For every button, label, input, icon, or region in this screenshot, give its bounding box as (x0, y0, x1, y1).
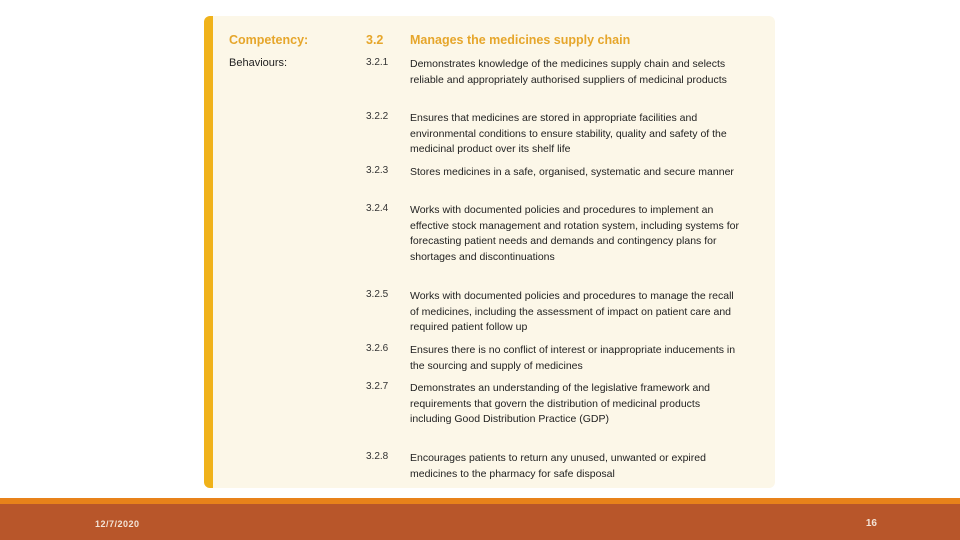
behaviour-text: Encourages patients to return any unused, unwanted or expired medicines to the pharmacy for safe disposal (410, 452, 706, 480)
page-number: 16 (865, 518, 877, 529)
competency-number: 3.2 (366, 33, 384, 47)
behaviour-text: Stores medicines in a safe, organised, systematic and secure manner (410, 166, 734, 178)
competency-card (204, 16, 775, 488)
behaviour-text: Works with documented policies and procedures to manage the recall of medicines, including the assessment of impact on patient care and required patient follow up (410, 290, 734, 334)
behaviour-number: 3.2.5 (366, 289, 389, 300)
behaviour-number: 3.2.2 (366, 111, 389, 122)
behaviour-text: Ensures there is no conflict of interest or inappropriate inducements in the sourcing and supply of medicines (410, 344, 736, 372)
behaviour-number: 3.2.4 (366, 203, 389, 214)
behaviour-text: Demonstrates an understanding of the legislative framework and requirements that govern the distribution of medicinal products including Good Distribution Practice (GDP) (410, 382, 710, 426)
behaviour-text: Works with documented policies and procedures to implement an effective stock management and rotation system, including systems for forecasting patient needs and demands and contingency plans for shortages and discontinuations (410, 204, 739, 264)
behaviour-text: Demonstrates knowledge of the medicines supply chain and selects reliable and appropriately authorised suppliers of medicinal products (410, 58, 727, 86)
behaviour-number: 3.2.8 (366, 451, 389, 462)
behaviour-number: 3.2.7 (366, 381, 389, 392)
card-accent-bar (204, 16, 213, 488)
slide-footer (0, 504, 960, 540)
behaviours-label: Behaviours: (229, 57, 288, 69)
behaviour-number: 3.2.3 (366, 165, 389, 176)
behaviour-number: 3.2.6 (366, 343, 389, 354)
behaviour-text: Ensures that medicines are stored in appropriate facilities and environmental conditions to ensure stability, quality and safety of the medicinal product over its shelf life (410, 112, 727, 156)
competency-title: Manages the medicines supply chain (410, 33, 631, 47)
behaviour-number: 3.2.1 (366, 57, 389, 68)
competency-label: Competency: (229, 33, 309, 47)
footer-date: 12/7/2020 (95, 519, 140, 529)
